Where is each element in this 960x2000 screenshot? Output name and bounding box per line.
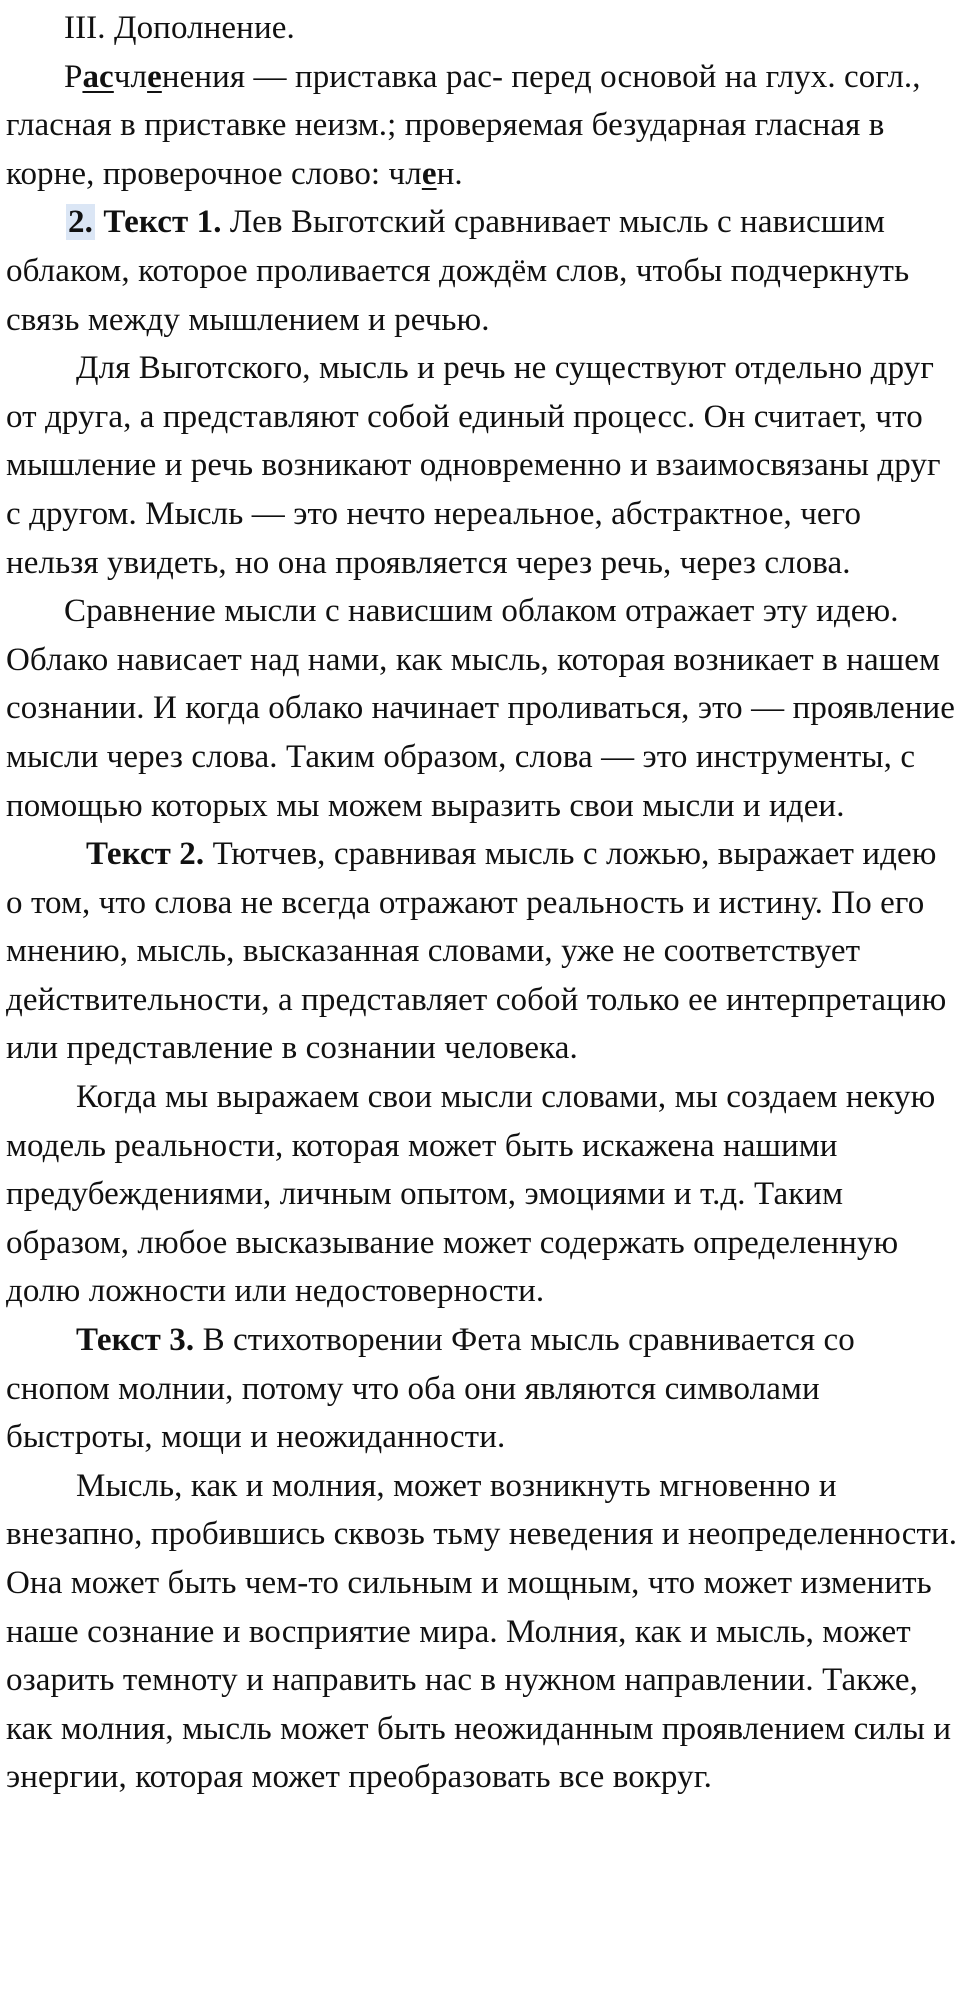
morph-part-1: Р bbox=[64, 58, 83, 95]
morph-check-vowel: е bbox=[421, 155, 437, 192]
text2-paragraph-2: Когда мы выражаем свои мысли словами, мы создаем некую модель реальности, которая может быть искажена нашими предубеждениями, личным опытом, эмоциями и т.д. Таким образом, любое высказывание может содержать определенную долю ложности или недостоверности. bbox=[6, 1079, 936, 1310]
text1-label: Текст 1. bbox=[103, 204, 222, 241]
morph-check-end: н. bbox=[436, 155, 463, 192]
morph-root-vowel: е bbox=[147, 58, 162, 95]
text3-paragraph-2: Мысль, как и молния, может возникнуть мгновенно и внезапно, пробившись сквозь тьму неведения и неопределенности. Она может быть чем-то сильным и мощным, что может изменить наше сознание и восприятие мира. Молния, как и мысль, может озарить темноту и направить нас в нужном направлении. Также, как молния, мысль может быть неожиданным проявлением силы и энергии, которая может преобразовать все вокруг. bbox=[6, 1467, 958, 1796]
text2-label: Текст 2. bbox=[86, 836, 205, 873]
text2-paragraph-1 bbox=[6, 830, 958, 1073]
text1-paragraph-1 bbox=[6, 198, 958, 344]
morphemic-analysis bbox=[6, 53, 958, 199]
morph-part-3: чл bbox=[113, 58, 148, 95]
text1-p1-body: Лев Выготский сравнивает мысль с нависшим облаком, которое проливается дождём слов, чтобы подчеркнуть связь между мышлением и речью. bbox=[6, 204, 910, 338]
section-heading: III. Дополнение. bbox=[64, 10, 295, 46]
task-number: 2. bbox=[68, 204, 93, 241]
text2-p1-body: Тютчев, сравнивая мысль с ложью, выражает идею о том, что слова не всегда отражают реальность и истину. По его мнению, мысль, высказанная словами, уже не соответствует действительности, а представляет собой только ее интерпретацию или представление в сознании человека. bbox=[6, 836, 947, 1067]
text1-paragraph-2: Для Выготского, мысль и речь не существуют отдельно друг от друга, а представляют собой единый процесс. Он считает, что мышление и речь возникают одновременно и взаимосвязаны друг с другом. Мысль — это нечто нереальное, абстрактное, чего нельзя увидеть, но она проявляется через речь, через слова. bbox=[6, 350, 941, 581]
text3-label: Текст 3. bbox=[76, 1322, 195, 1359]
morph-explanation: — приставка рас- перед основой на глух. согл., гласная в приставке неизм.; проверяемая безударная гласная в корне, проверочное слово: чл bbox=[6, 58, 921, 192]
text3-p1-body: В стихотворении Фета мысль сравнивается со снопом молнии, потому что оба они являются символами быстроты, мощи и неожиданности. bbox=[6, 1322, 855, 1456]
morph-part-5: нения bbox=[161, 58, 246, 95]
text3-paragraph-1 bbox=[6, 1316, 958, 1462]
text1-paragraph-3: Сравнение мысли с нависшим облаком отражает эту идею. Облако нависает над нами, как мысль, которая возникает в нашем сознании. И когда облако начинает проливаться, это — проявление мысли через слова. Таким образом, слова — это инструменты, с помощью которых мы можем выразить свои мысли и идеи. bbox=[6, 593, 956, 824]
morph-prefix-vowel: ас bbox=[82, 58, 114, 95]
